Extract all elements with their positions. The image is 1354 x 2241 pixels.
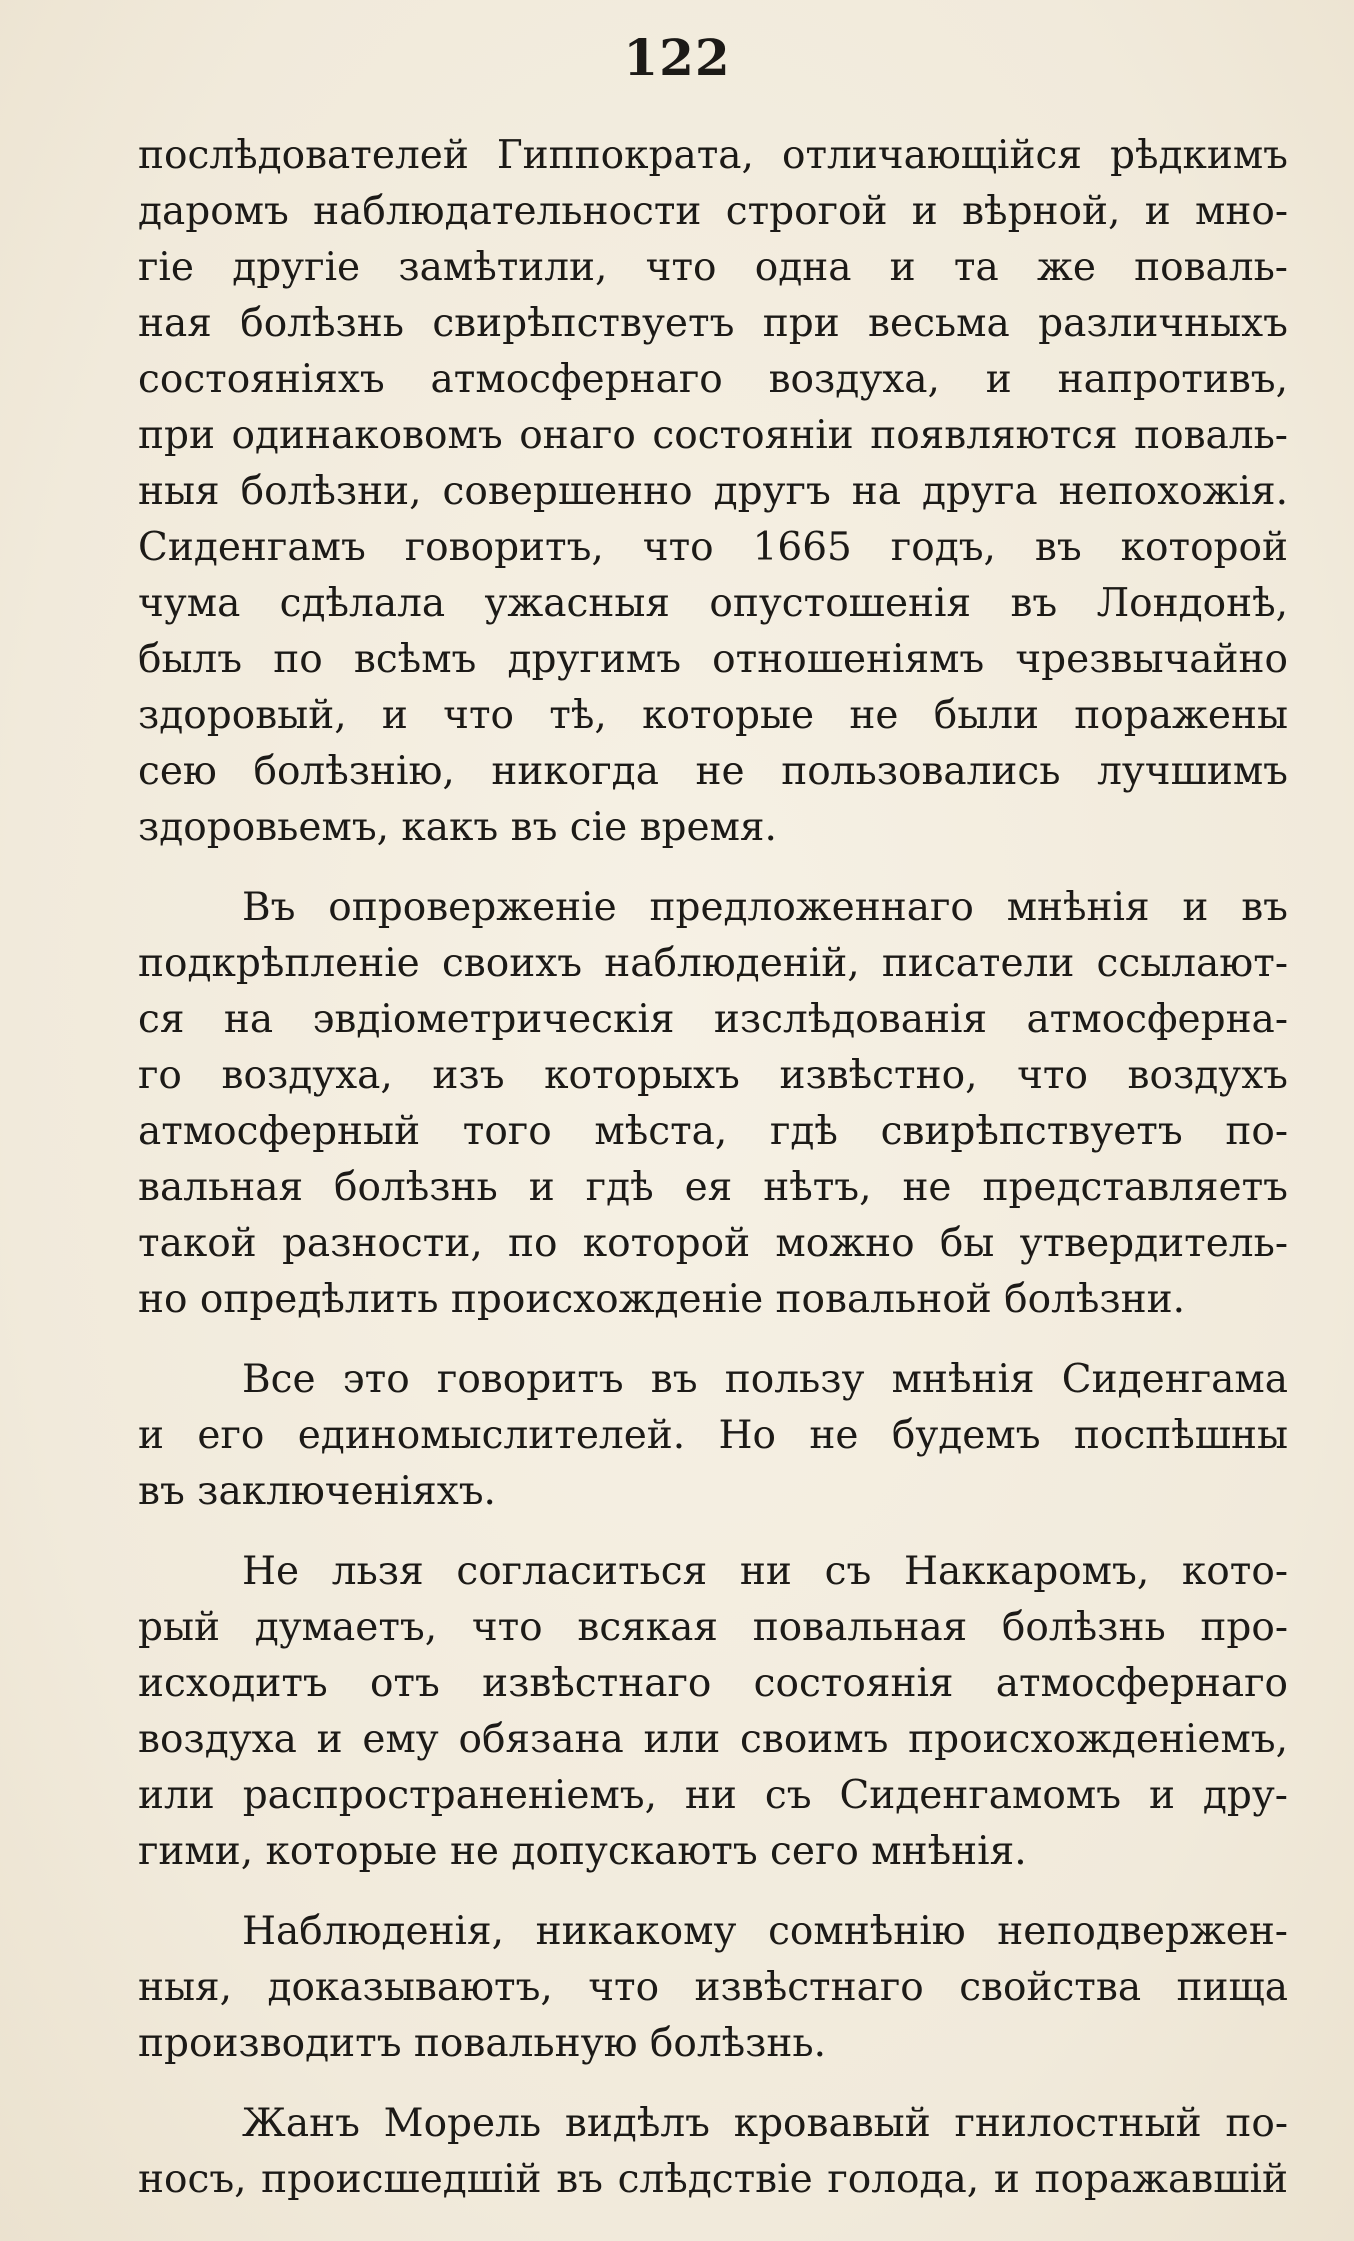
text-line: го воздуха, изъ которыхъ извѣстно, что воздухъ <box>138 1053 1288 1098</box>
text-line: воздуха и ему обязана или своимъ происхожденіемъ, <box>138 1717 1288 1762</box>
text-line: и его единомыслителей. Но не будемъ поспѣшны <box>138 1413 1288 1458</box>
text-line: вальная болѣзнь и гдѣ ея нѣтъ, не представляетъ <box>138 1165 1288 1210</box>
paragraph <box>138 1544 1288 1880</box>
text-line: ся на эвдіометрическія изслѣдованія атмосферна- <box>138 997 1288 1042</box>
text-line: чума сдѣлала ужасныя опустошенія въ Лондонѣ, <box>138 581 1288 626</box>
paragraph <box>138 128 1288 856</box>
page-number: 122 <box>623 28 731 87</box>
text-line: въ заключеніяхъ. <box>138 1469 496 1514</box>
text-line: ныя, доказываютъ, что извѣстнаго свойства пища <box>138 1965 1288 2010</box>
text-line: состояніяхъ атмосфернаго воздуха, и напротивъ, <box>138 357 1288 402</box>
text-line: атмосферный того мѣста, гдѣ свирѣпствуетъ по- <box>138 1109 1288 1154</box>
text-line: сею болѣзнію, никогда не пользовались лучшимъ <box>138 749 1288 794</box>
text-line: гими, которые не допускаютъ сего мнѣнія. <box>138 1829 1027 1874</box>
paragraph <box>138 880 1288 1328</box>
text-line: или распространеніемъ, ни съ Сиденгамомъ и дру- <box>138 1773 1288 1818</box>
text-line: ная болѣзнь свирѣпствуетъ при весьма различныхъ <box>138 301 1288 346</box>
text-line: носъ, происшедшій въ слѣдствіе голода, и поражавшій <box>138 2157 1288 2202</box>
body-text <box>138 128 1288 2232</box>
text-line: Въ опроверженіе предложеннаго мнѣнія и въ <box>242 885 1288 930</box>
text-line: даромъ наблюдательности строгой и вѣрной, и мно- <box>138 189 1288 234</box>
text-line: но опредѣлить происхожденіе повальной болѣзни. <box>138 1277 1186 1322</box>
paragraph <box>138 2096 1288 2208</box>
text-line: Сиденгамъ говоритъ, что 1665 годъ, въ которой <box>138 525 1288 570</box>
text-line: гіе другіе замѣтили, что одна и та же поваль- <box>138 245 1288 290</box>
text-line: при одинаковомъ онаго состояніи появляются поваль- <box>138 413 1288 458</box>
text-line: былъ по всѣмъ другимъ отношеніямъ чрезвычайно <box>138 637 1288 682</box>
text-line: производитъ повальную болѣзнь. <box>138 2021 827 2066</box>
paragraph <box>138 1904 1288 2072</box>
text-line: Жанъ Морель видѣлъ кровавый гнилостный по- <box>242 2101 1288 2146</box>
text-line: исходитъ отъ извѣстнаго состоянія атмосфернаго <box>138 1661 1288 1706</box>
paragraph <box>138 1352 1288 1520</box>
text-line: послѣдователей Гиппократа, отличающійся рѣдкимъ <box>138 133 1288 178</box>
text-line: подкрѣпленіе своихъ наблюденій, писатели ссылают- <box>138 941 1288 986</box>
text-line: здоровьемъ, какъ въ сіе время. <box>138 805 777 850</box>
text-line: здоровый, и что тѣ, которые не были поражены <box>138 693 1288 738</box>
text-line: такой разности, по которой можно бы утвердитель- <box>138 1221 1288 1266</box>
text-line: Не льзя согласиться ни съ Наккаромъ, кото- <box>242 1549 1288 1594</box>
text-line: рый думаетъ, что всякая повальная болѣзнь про- <box>138 1605 1288 1650</box>
text-line: ныя болѣзни, совершенно другъ на друга непохожія. <box>138 469 1288 514</box>
text-line: Все это говоритъ въ пользу мнѣнія Сиденгама <box>242 1357 1288 1402</box>
text-line: Наблюденія, никакому сомнѣнію неподвержен- <box>242 1909 1288 1954</box>
